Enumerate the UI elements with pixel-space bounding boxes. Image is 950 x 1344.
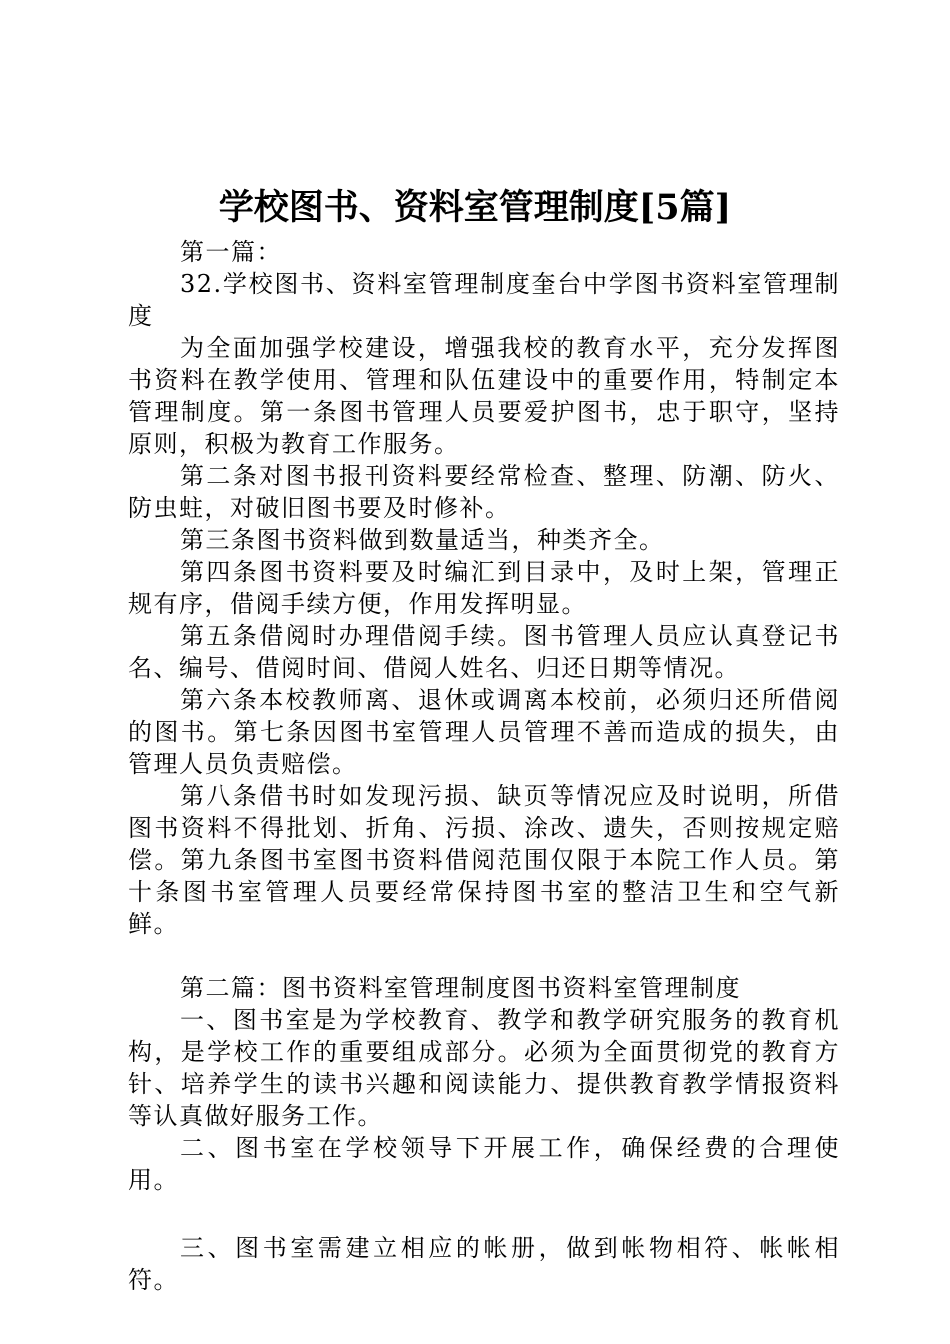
paragraph-article-2: 第二条对图书报刊资料要经常检查、整理、防潮、防火、防虫蛀，对破旧图书要及时修补。 xyxy=(128,462,840,522)
paragraph-item-3: 三、图书室需建立相应的帐册，做到帐物相符、帐帐相符。 xyxy=(128,1234,840,1294)
paragraph-article-6: 第六条本校教师离、退休或调离本校前，必须归还所借阅的图书。第七条因图书室管理人员管理不善而造成的损失，由管理人员负责赔偿。 xyxy=(128,686,840,778)
paragraph-item-1: 一、图书室是为学校教育、教学和教学研究服务的教育机构，是学校工作的重要组成部分。必须为全面贯彻党的教育方针、培养学生的读书兴趣和阅读能力、提供教育教学情报资料等认真做好服务工作。 xyxy=(128,1006,840,1130)
paragraph-article-3: 第三条图书资料做到数量适当，种类齐全。 xyxy=(180,526,665,554)
paragraph-part-two-heading: 第二篇：图书资料室管理制度图书资料室管理制度 xyxy=(180,974,741,1002)
paragraph-gap xyxy=(128,940,840,972)
paragraph-article-5: 第五条借阅时办理借阅手续。图书管理人员应认真登记书名、编号、借阅时间、借阅人姓名、归还日期等情况。 xyxy=(128,622,840,682)
document-body xyxy=(128,236,840,1296)
paragraph-section-title: 32.学校图书、资料室管理制度奎台中学图书资料室管理制度 xyxy=(128,270,840,330)
document-title: 学校图书、资料室管理制度[5篇] xyxy=(218,187,732,228)
paragraph-article-4: 第四条图书资料要及时编汇到目录中，及时上架，管理正规有序，借阅手续方便，作用发挥明显。 xyxy=(128,558,840,618)
paragraph-part-one-heading: 第一篇： xyxy=(180,238,282,266)
paragraph-item-2: 二、图书室在学校领导下开展工作，确保经费的合理使用。 xyxy=(128,1134,840,1194)
paragraph-intro: 为全面加强学校建设，增强我校的教育水平，充分发挥图书资料在教学使用、管理和队伍建设中的重要作用，特制定本管理制度。第一条图书管理人员要爱护图书，忠于职守，坚持原则，积极为教育工作服务。 xyxy=(128,334,840,458)
paragraph-gap xyxy=(128,1196,840,1232)
paragraph-article-8: 第八条借书时如发现污损、缺页等情况应及时说明，所借图书资料不得批划、折角、污损、涂改、遗失，否则按规定赔偿。第九条图书室图书资料借阅范围仅限于本院工作人员。第十条图书室管理人员要经常保持图书室的整洁卫生和空气新鲜。 xyxy=(128,782,840,938)
